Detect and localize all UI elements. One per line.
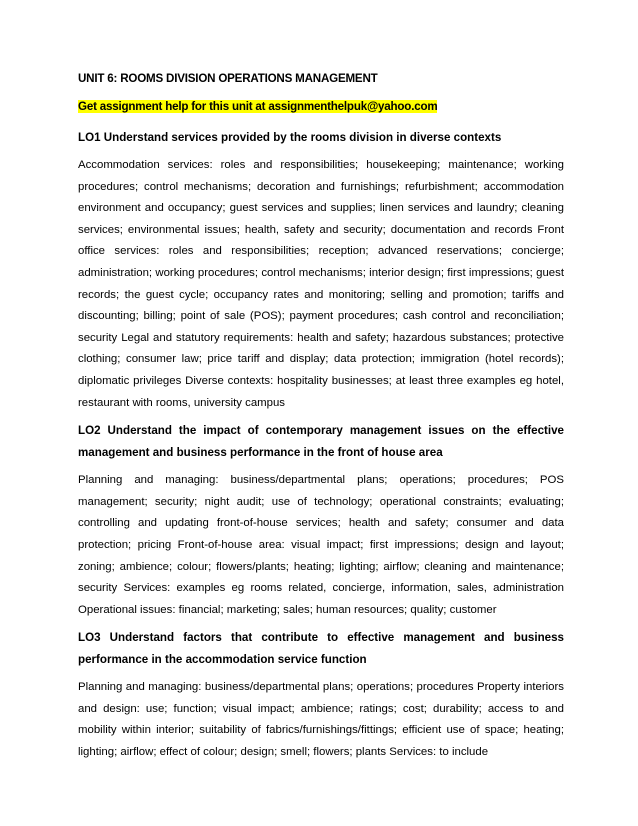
unit-title: UNIT 6: ROOMS DIVISION OPERATIONS MANAGEMENT bbox=[78, 72, 378, 85]
lo2-heading: LO2 Understand the impact of contemporary management issues on the effective management and business performance in the front of house area bbox=[78, 424, 564, 460]
assignment-help-line bbox=[78, 99, 564, 115]
lo3-heading: LO3 Understand factors that contribute to effective management and business performance in the accommodation service function bbox=[78, 631, 564, 667]
lo2-body: Planning and managing: business/departmental plans; operations; procedures; POS management; security; night audit; use of technology; operational constraints; evaluating; controlling and updating front-of-house services; health and safety; consumer and data protection; pricing Front-of-house area: visual impact; first impressions; design and layout; zoning; ambience; colour; flowers/plants; heating; lighting; airflow; cleaning and maintenance; security Services: examples eg rooms related, concierge, information, sales, administration Operational issues: financial; marketing; sales; human resources; quality; customer bbox=[78, 474, 564, 616]
assignment-help-link[interactable]: Get assignment help for this unit at assignmenthelpuk@yahoo.com bbox=[78, 100, 438, 113]
lo1-heading: LO1 Understand services provided by the rooms division in diverse contexts bbox=[78, 131, 502, 144]
lo1-body: Accommodation services: roles and responsibilities; housekeeping; maintenance; working procedures; control mechanisms; decoration and furnishings; refurbishment; accommodation environment and occupancy; guest services and supplies; linen services and laundry; cleaning services; environmental issues; health, safety and security; documentation and records Front office services: roles and responsibilities; reception; advanced reservations; concierge; administration; working procedures; control mechanisms; interior design; first impressions; guest records; the guest cycle; occupancy rates and monitoring; selling and promotion; tariffs and discounting; billing; point of sale (POS); payment procedures; cash control and reconciliation; security Legal and statutory requirements: health and safety; hazardous substances; protective clothing; consumer law; price tariff and display; data protection; immigration (hotel records); diplomatic privileges Diverse contexts: hospitality businesses; at least three examples eg hotel, restaurant with rooms, university campus bbox=[78, 159, 564, 409]
lo3-body: Planning and managing: business/departmental plans; operations; procedures Property interiors and design: use; function; visual impact; ambience; ratings; cost; durability; access to and mobility within interior; suitability of fabrics/furnishings/fittings; efficient use of space; heating; lighting; airflow; effect of colour; design; smell; flowers; plants Services: to include bbox=[78, 681, 564, 759]
